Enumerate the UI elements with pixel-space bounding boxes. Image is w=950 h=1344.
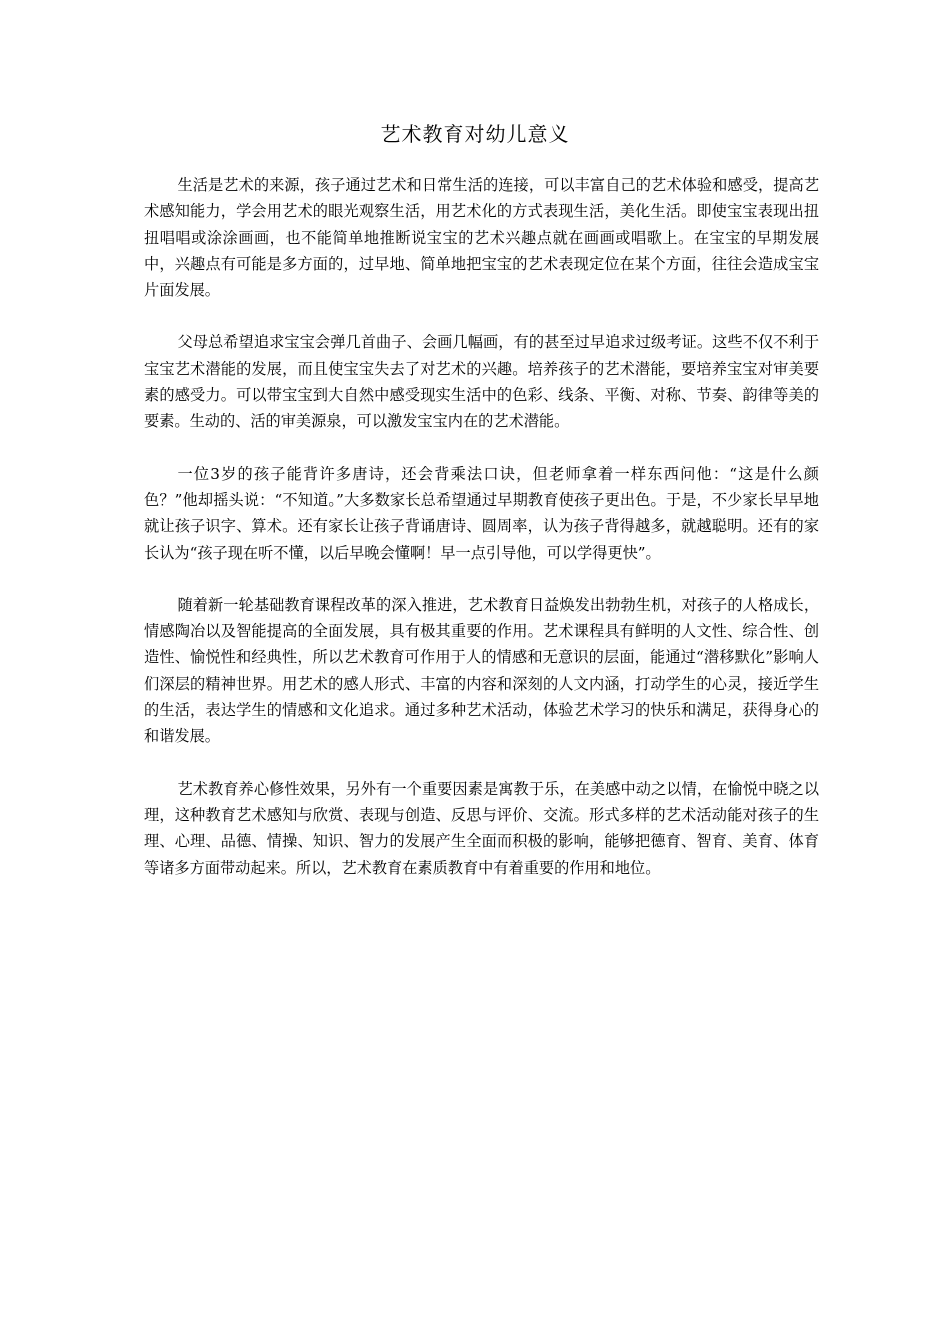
paragraph-4: 随着新一轮基础教育课程改革的深入推进，艺术教育日益焕发出勃勃生机，对孩子的人格成长，情感陶冶以及智能提高的全面发展，具有极其重要的作用。艺术课程具有鲜明的人文性、综合性、创造性、愉悦性和经典性，所以艺术教育可作用于人的情感和无意识的层面，能通过“潜移默化”影响人们深层的精神世界。用艺术的感人形式、丰富的内容和深刻的人文内涵，打动学生的心灵，接近学生的生活，表达学生的情感和文化追求。通过多种艺术活动，体验艺术学习的快乐和满足，获得身心的和谐发展。	[144, 595, 819, 746]
paragraph-5: 艺术教育养心修性效果，另外有一个重要因素是寓教于乐，在美感中动之以情，在愉悦中晓之以理，这种教育艺术感知与欣赏、表现与创造、反思与评价、交流。形式多样的艺术活动能对孩子的生理、心理、品德、情操、知识、智力的发展产生全面而积极的影响，能够把德育、智育、美育、体育等诸多方面带动起来。所以，艺术教育在素质教育中有着重要的作用和地位。	[144, 779, 819, 877]
document-body	[144, 172, 819, 907]
paragraph-2: 父母总希望追求宝宝会弹几首曲子、会画几幅画，有的甚至过早追求过级考证。这些不仅不利于宝宝艺术潜能的发展，而且使宝宝失去了对艺术的兴趣。培养孩子的艺术潜能，要培养宝宝对审美要素的感受力。可以带宝宝到大自然中感受现实生活中的色彩、线条、平衡、对称、节奏、韵律等美的要素。生动的、活的审美源泉，可以激发宝宝内在的艺术潜能。	[144, 333, 819, 431]
paragraph-3: 一位3岁的孩子能背许多唐诗，还会背乘法口诀，但老师拿着一样东西问他：“这是什么颜色？”他却摇头说：“不知道。”大多数家长总希望通过早期教育使孩子更出色。于是，不少家长早早地就让孩子识字、算术。还有家长让孩子背诵唐诗、圆周率，认为孩子背得越多，就越聪明。还有的家长认为“孩子现在听不懂，以后早晚会懂啊！早一点引导他，可以学得更快”。	[144, 464, 819, 562]
document-title: 艺术教育对幼儿意义	[380, 122, 570, 146]
paragraph-1: 生活是艺术的来源，孩子通过艺术和日常生活的连接，可以丰富自己的艺术体验和感受，提高艺术感知能力，学会用艺术的眼光观察生活，用艺术化的方式表现生活，美化生活。即使宝宝表现出扭扭唱唱或涂涂画画，也不能简单地推断说宝宝的艺术兴趣点就在画画或唱歌上。在宝宝的早期发展中，兴趣点有可能是多方面的，过早地、简单地把宝宝的艺术表现定位在某个方面，往往会造成宝宝片面发展。	[144, 176, 819, 300]
